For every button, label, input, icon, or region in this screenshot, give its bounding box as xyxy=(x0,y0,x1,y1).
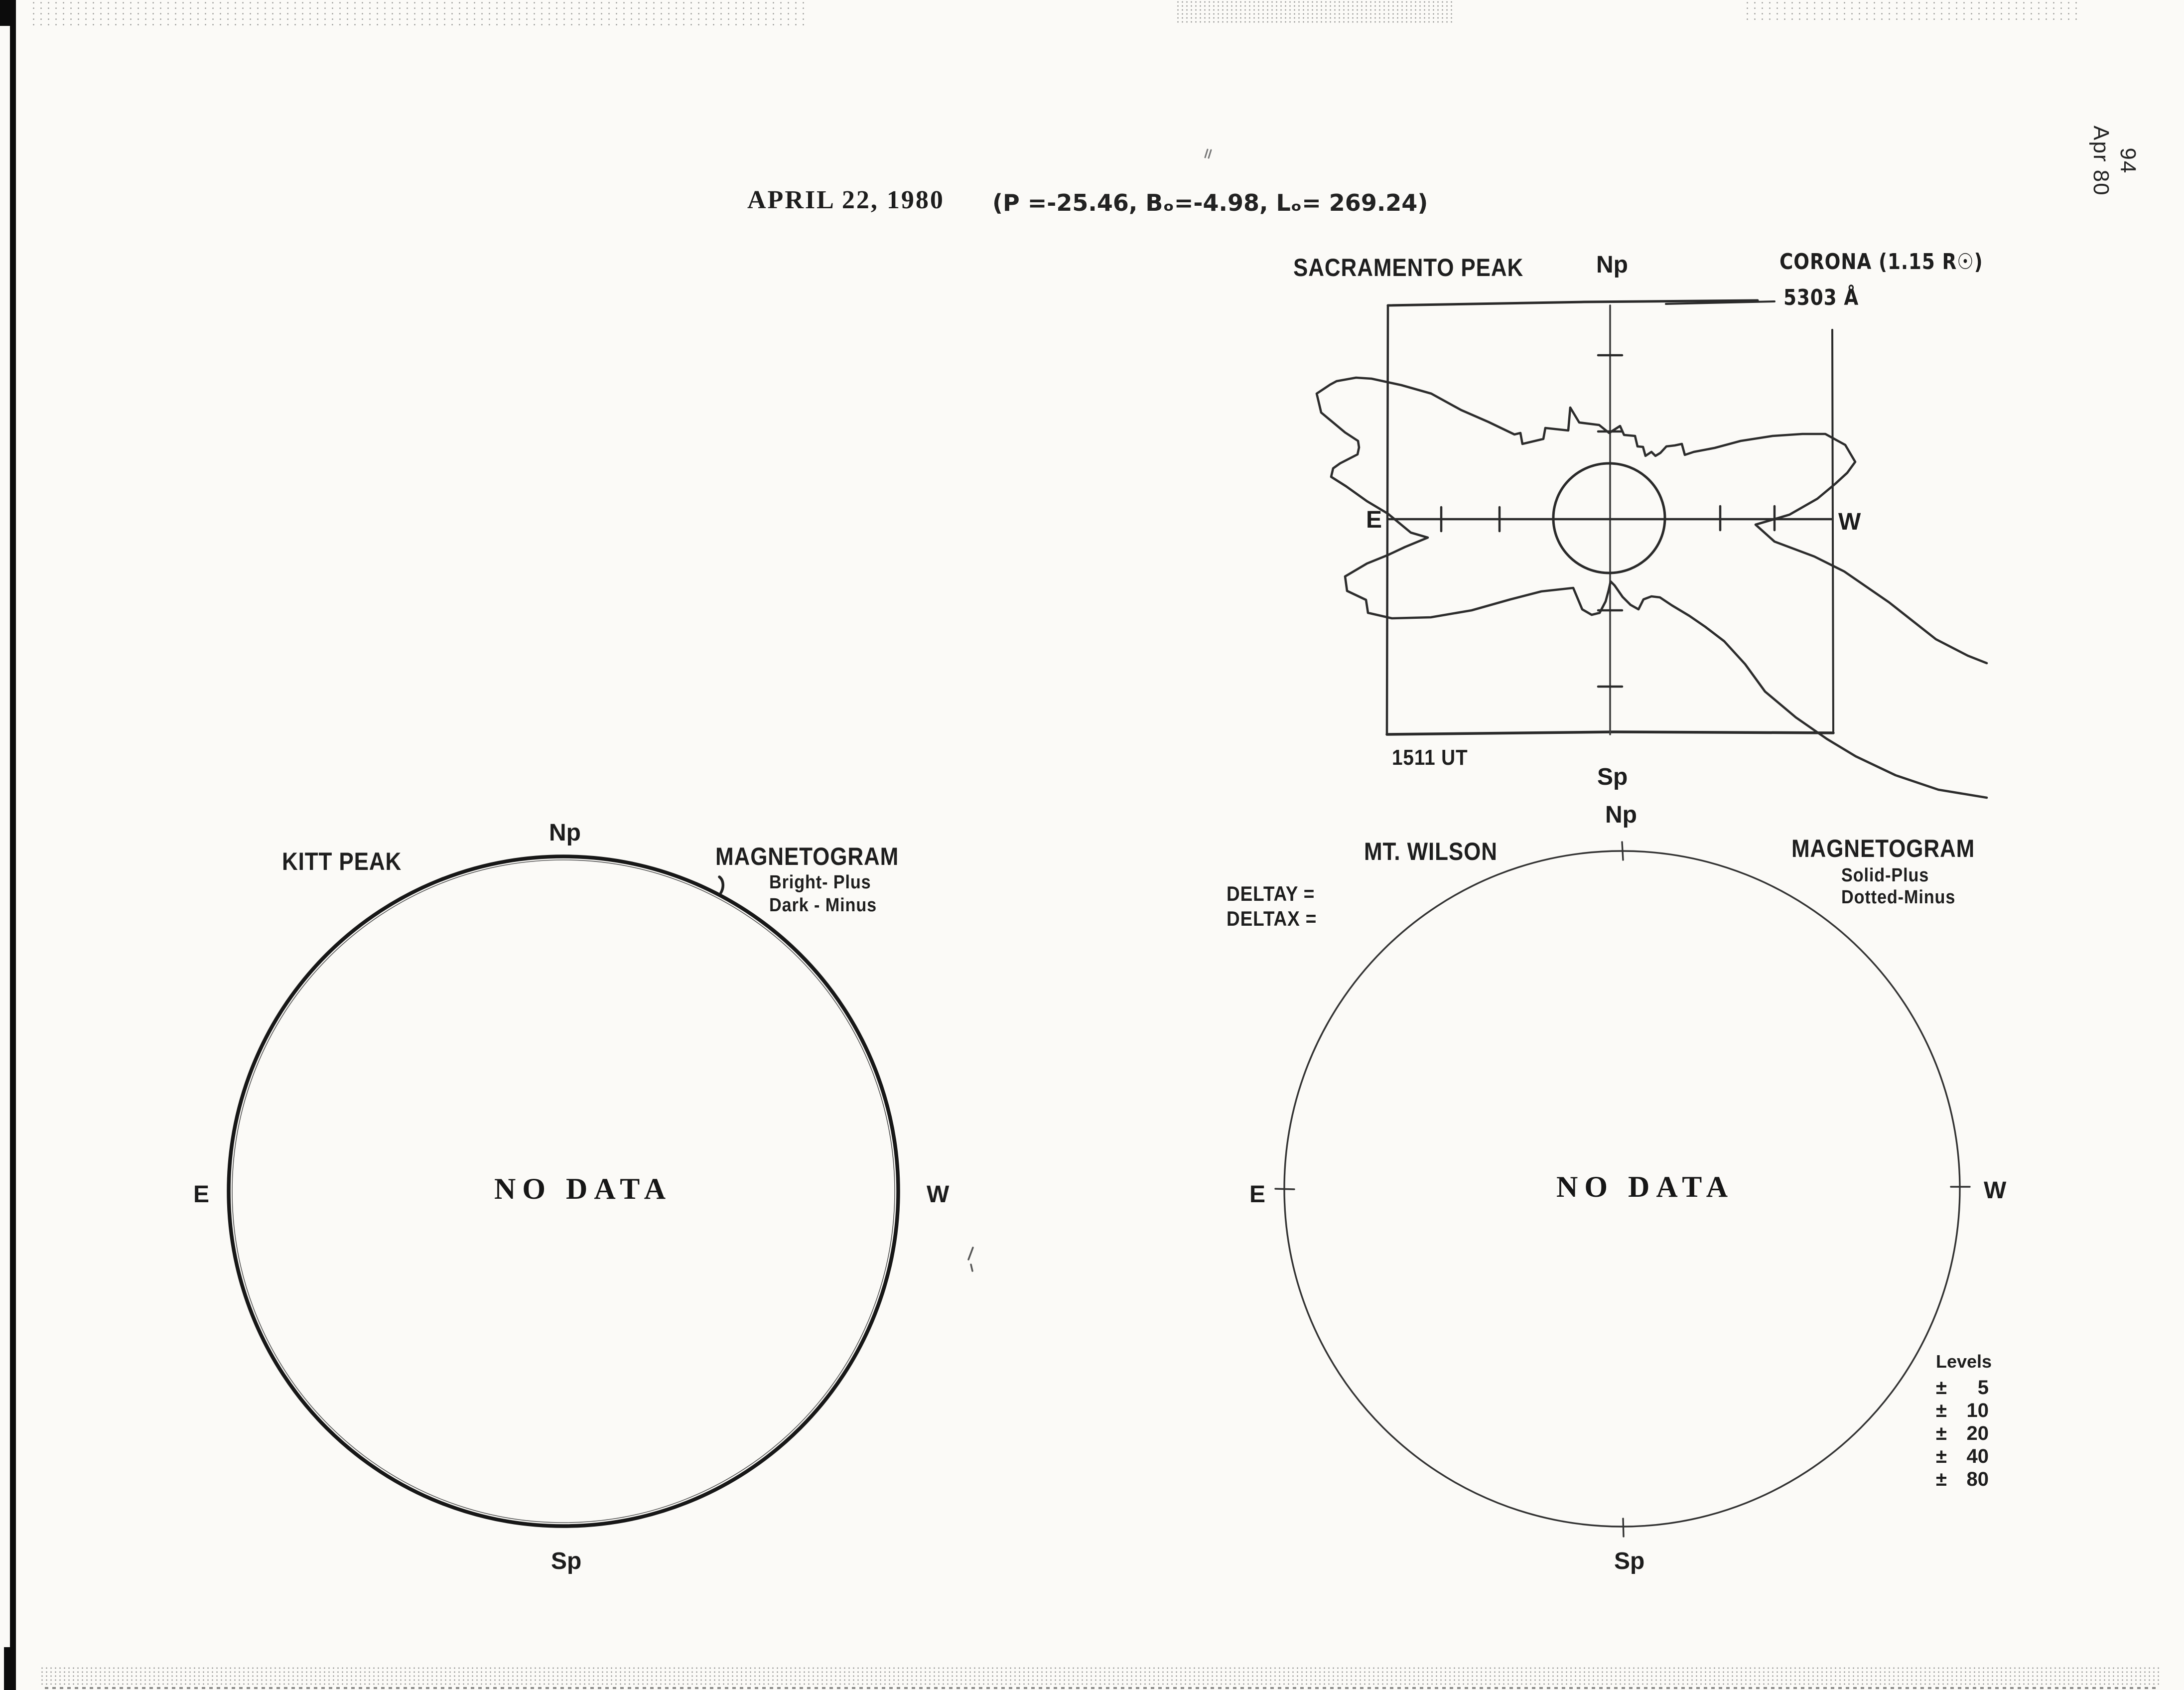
corona-north-label: Np xyxy=(1596,252,1628,278)
corona-wavelength-label: 5303 Å xyxy=(1783,285,1859,310)
corona-title-label: CORONA (1.15 R☉) xyxy=(1779,249,1983,275)
levels-row xyxy=(1936,1376,1992,1399)
margin-note-date: Apr 80 xyxy=(2089,126,2113,196)
stray-mark-top-center xyxy=(1205,149,1211,158)
kitt-legend-minus: Dark - Minus xyxy=(769,895,877,916)
corona-west-label: W xyxy=(1838,509,1861,535)
wilson-north-label: Np xyxy=(1605,802,1637,828)
corona-box-left xyxy=(1387,305,1388,734)
stray-mark-kitt-circle xyxy=(719,877,723,893)
levels-row xyxy=(1936,1422,1992,1445)
margin-note-page-number: 94 xyxy=(2116,147,2140,174)
wilson-west-label: W xyxy=(1984,1177,2007,1204)
corona-east-label: E xyxy=(1366,507,1382,533)
wilson-observatory-label: MT. WILSON xyxy=(1364,838,1498,865)
corona-south-label: Sp xyxy=(1597,764,1628,790)
wilson-instrument-label: MAGNETOGRAM xyxy=(1791,835,1975,862)
kitt-south-label: Sp xyxy=(551,1548,582,1574)
levels-legend xyxy=(1936,1351,1992,1491)
levels-value: 5 xyxy=(1977,1377,1989,1399)
plus-minus-sign: ± xyxy=(1936,1445,1947,1467)
stray-mark-lower-left xyxy=(968,1248,973,1271)
plus-minus-sign: ± xyxy=(1936,1468,1947,1490)
levels-value: 10 xyxy=(1966,1400,1989,1421)
kitt-instrument-label: MAGNETOGRAM xyxy=(715,843,899,870)
levels-row xyxy=(1936,1468,1992,1491)
kitt-east-label: E xyxy=(193,1181,210,1208)
wilson-legend-plus: Solid-Plus xyxy=(1841,865,1929,886)
kitt-north-label: Np xyxy=(549,820,581,846)
wilson-east-label: E xyxy=(1249,1181,1266,1208)
levels-value: 80 xyxy=(1966,1468,1989,1490)
plus-minus-sign: ± xyxy=(1936,1422,1947,1444)
mt-wilson-tick-north xyxy=(1622,842,1623,860)
corona-time-label: 1511 UT xyxy=(1392,745,1468,770)
wilson-south-label: Sp xyxy=(1614,1548,1645,1574)
levels-value: 20 xyxy=(1966,1422,1989,1444)
kitt-west-label: W xyxy=(927,1181,950,1208)
levels-row xyxy=(1936,1445,1992,1468)
wilson-delta-y-label: DELTAY = xyxy=(1227,882,1315,905)
wilson-delta-x-label: DELTAX = xyxy=(1227,907,1317,930)
corona-box-right xyxy=(1832,330,1833,733)
page-title-params: (P =-25.46, Bₒ=-4.98, Lₒ= 269.24) xyxy=(992,189,1428,216)
plus-minus-sign: ± xyxy=(1936,1400,1947,1421)
kitt-legend-plus: Bright- Plus xyxy=(769,872,871,893)
mt-wilson-tick-south xyxy=(1623,1519,1624,1537)
page-title-date: APRIL 22, 1980 xyxy=(747,186,945,214)
levels-value: 40 xyxy=(1966,1445,1989,1467)
kitt-status-text: NO DATA xyxy=(494,1172,673,1205)
wilson-legend-minus: Dotted-Minus xyxy=(1841,887,1956,908)
plus-minus-sign: ± xyxy=(1936,1377,1947,1399)
corona-observatory-label: SACRAMENTO PEAK xyxy=(1293,254,1524,282)
wilson-status-text: NO DATA xyxy=(1556,1170,1735,1203)
levels-title: Levels xyxy=(1936,1351,1992,1372)
kitt-observatory-label: KITT PEAK xyxy=(282,847,402,875)
levels-row xyxy=(1936,1399,1992,1422)
